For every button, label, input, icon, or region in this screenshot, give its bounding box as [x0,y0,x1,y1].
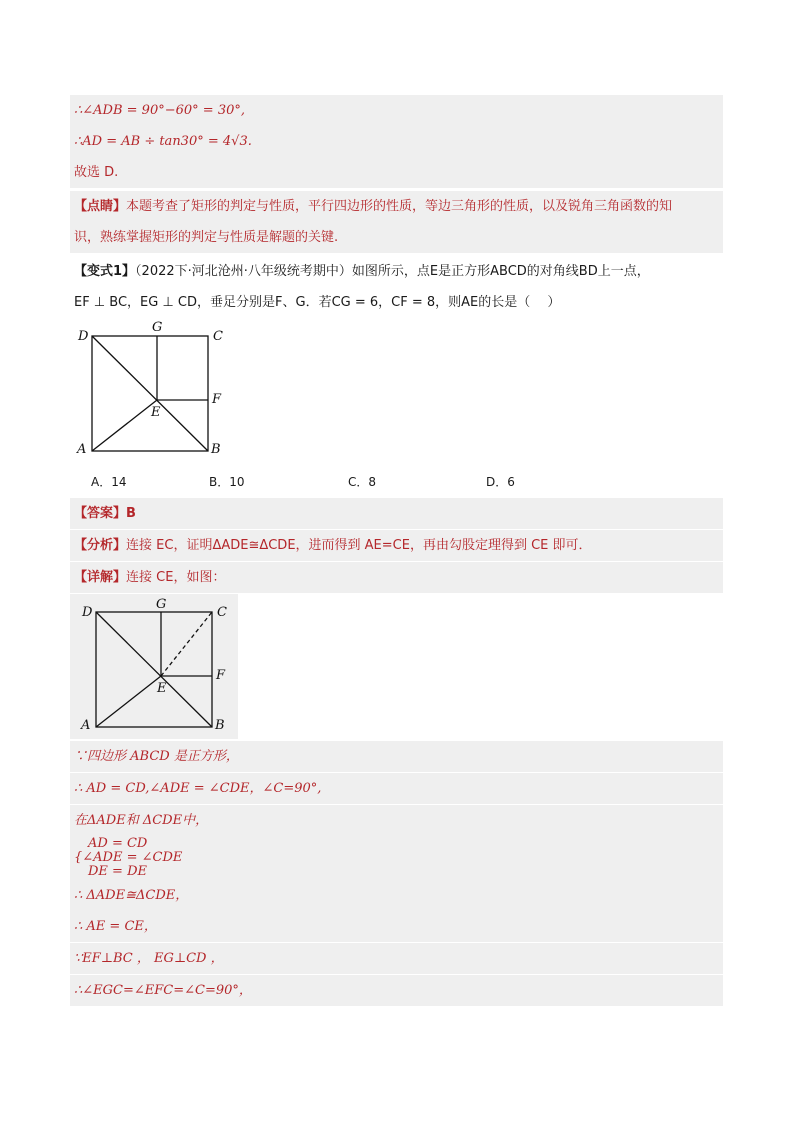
step-6: ∴ AE = CE， [70,911,723,942]
answer-line [70,498,723,529]
square-figure-with-ce [72,596,238,738]
label-e: E [151,405,161,420]
label-d: D [78,329,89,344]
detail-line [70,562,723,593]
step-7: ∵EF⊥BC ， EG⊥CD ， [70,943,723,974]
square-figure [72,318,232,458]
analysis-text: 连接 EC，证明ΔADE≅ΔCDE，进而得到 AE=CE，再由勾股定理得到 CE 即可． [126,538,592,553]
answer-tag: 【答案】 [74,506,127,521]
system-line-2: {∠ADE = ∠CDE [74,850,183,865]
label-d-2: D [82,605,93,620]
label-g: G [152,320,163,335]
problem-text-1: （2022下·河北沧州·八年级统考期中）如图所示，点E是正方形ABCD的对角线BD上一点， [135,264,650,279]
label-b: B [211,442,221,457]
option-c: C．8 [348,475,377,489]
analysis-line [70,530,723,561]
step-8: ∴∠EGC=∠EFC=∠C=90°， [70,975,723,1006]
problem-line-1 [70,256,723,287]
system-line-1: AD = CD [88,836,148,851]
label-a-2: A [81,718,91,733]
solution-line-2: ∴AD = AB ÷ tan30° = 4√3. [70,126,723,157]
option-d: D．6 [486,475,515,489]
step-3: 在ΔADE和 ΔCDE中， [70,805,723,836]
variant-tag: 【变式1】 [74,264,136,279]
label-c: C [213,329,223,344]
answer-value: B [126,506,136,521]
label-a: A [77,442,87,457]
detail-text: 连接 CE，如图： [126,570,226,585]
problem-line-2: EF ⊥ BC，EG ⊥ CD，垂足分别是F、G．若CG = 6，CF = 8，则AE的长是（ ） [74,295,561,310]
label-c-2: C [217,605,227,620]
system-line-3: DE = DE [88,864,147,879]
label-g-2: G [156,597,167,612]
option-a: A．14 [91,475,127,489]
comment-text-1: 本题考查了矩形的判定与性质，平行四边形的性质，等边三角形的性质，以及锐角三角函数的知 [126,199,673,214]
label-f: F [212,392,222,407]
solution-line-1: ∴∠ADB = 90°−60° = 30°, [70,95,723,126]
step-4-system [70,836,723,880]
step-2: ∴ AD = CD,∠ADE = ∠CDE，∠C=90°, [70,773,723,804]
comment-tag: 【点睛】 [74,199,127,214]
analysis-tag: 【分析】 [74,538,127,553]
comment-line-1 [70,191,723,222]
solution-line-3: 故选 D. [70,157,723,188]
step-1: ∵四边形 ABCD 是正方形， [70,741,723,772]
label-f-2: F [216,668,226,683]
detail-tag: 【详解】 [74,570,127,585]
label-b-2: B [215,718,225,733]
option-b: B．10 [209,475,245,489]
step-5: ∴ ΔADE≅ΔCDE， [70,880,723,911]
comment-line-2: 识，熟练掌握矩形的判定与性质是解题的关键. [70,222,723,253]
label-e-2: E [157,681,167,696]
